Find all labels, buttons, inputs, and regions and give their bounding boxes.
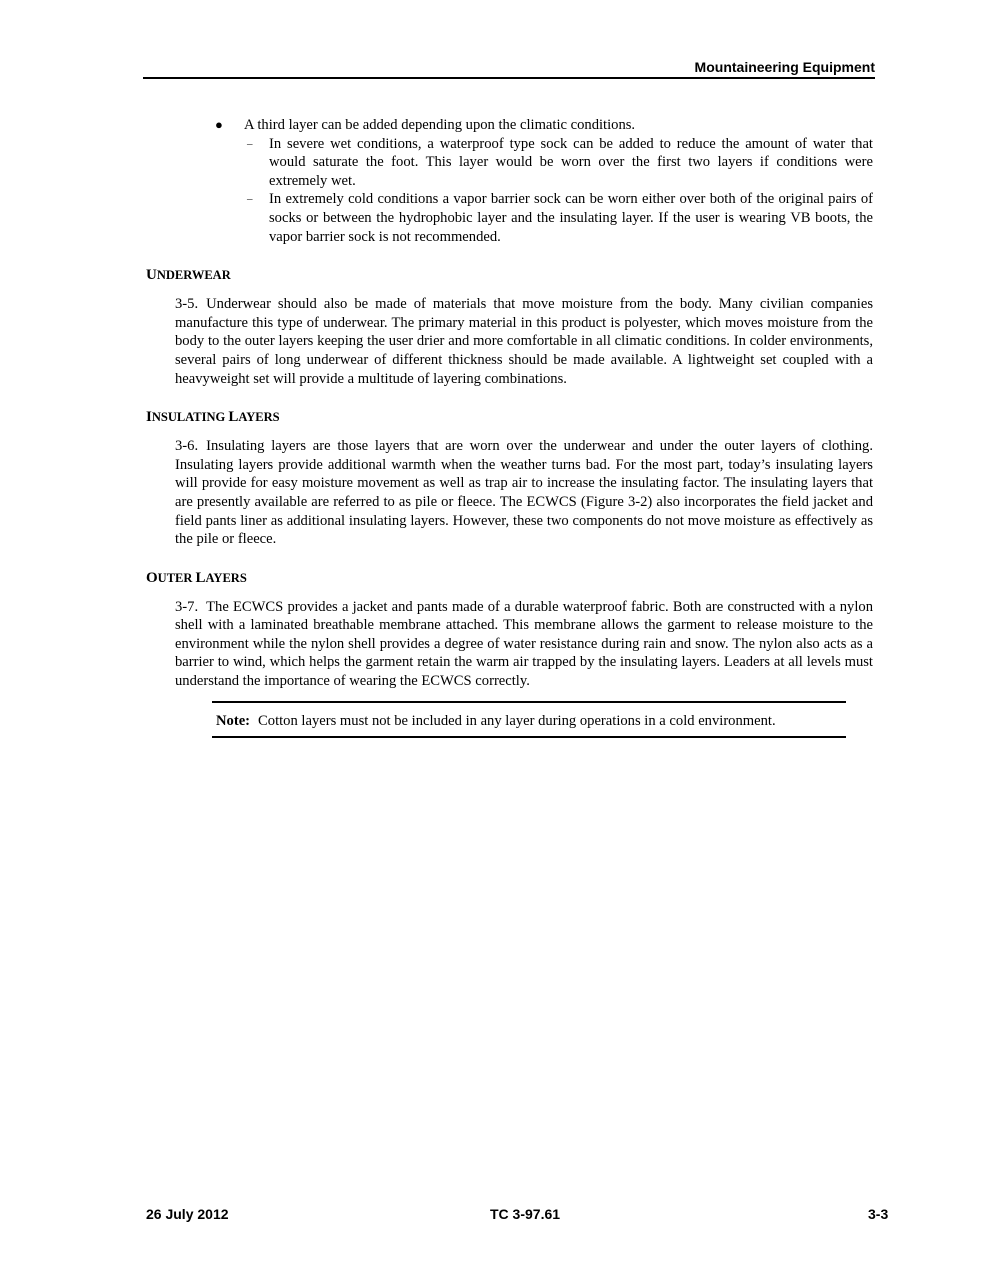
list-item bbox=[146, 116, 873, 246]
socks-bullet-list bbox=[146, 116, 873, 246]
header-title: Mountaineering Equipment bbox=[694, 59, 875, 75]
paragraph-text: Underwear should also be made of materials that move moisture from the body. Many civilian companies manufacture this type of underwear. The primary material in this product is polyester, which moves moisture from the body to the outer layers keeping the user drier and more comfortable in all climatic conditions. In colder environments, several pairs of long underwear of different thickness should be made available. A lightweight set coupled with a heavyweight set will provide a multitude of layering combinations. bbox=[175, 296, 873, 387]
paragraph-text: The ECWCS provides a jacket and pants made of a durable waterproof fabric. Both are constructed with a nylon shell with a laminated breathable membrane attached. This membrane allows the garment to release moisture to the environment while the nylon shell provides a degree of water resistance during rain and snow. The nylon also acts as a barrier to wind, which helps the garment retain the warm air trapped by the insulating layers. Leaders at all levels must understand the importance of wearing the ECWCS correctly. bbox=[175, 598, 873, 690]
footer-doc-number: TC 3-97.61 bbox=[490, 1206, 561, 1222]
heading-rest: UTER bbox=[157, 570, 196, 585]
page-body bbox=[146, 116, 873, 738]
bullet-text: A third layer can be added depending upon the climatic conditions. bbox=[244, 117, 636, 133]
list-item bbox=[244, 135, 873, 191]
section-heading-insulating-layers bbox=[146, 407, 873, 427]
paragraph-3-5 bbox=[175, 295, 873, 388]
paragraph-number: 3-6. bbox=[175, 438, 199, 455]
note-text: Cotton layers must not be included in any layer during operations in a cold environment. bbox=[258, 712, 776, 729]
heading-rest: NSULATING bbox=[151, 410, 229, 425]
footer-page-number: 3-3 bbox=[868, 1206, 889, 1222]
sub-item-text: In severe wet conditions, a waterproof type sock can be added to reduce the amount of water that would saturate the foot. This layer would be worn over the first two layers if conditions were extremely wet. bbox=[269, 135, 873, 189]
socks-sub-list bbox=[244, 135, 873, 247]
dash-icon: – bbox=[247, 137, 253, 150]
heading-rest: NDERWEAR bbox=[156, 268, 231, 283]
section-heading-outer-layers bbox=[146, 568, 873, 588]
paragraph-3-7 bbox=[175, 598, 873, 691]
note-box bbox=[212, 701, 846, 739]
dash-icon: – bbox=[247, 193, 253, 206]
list-item bbox=[244, 190, 873, 246]
heading-initial: O bbox=[146, 569, 158, 586]
paragraph-number: 3-5. bbox=[175, 296, 199, 313]
heading-initial: U bbox=[146, 267, 157, 284]
section-heading-underwear bbox=[146, 265, 873, 285]
heading-initial: L bbox=[228, 409, 239, 426]
paragraph-number: 3-7. bbox=[175, 598, 199, 615]
footer-date: 26 July 2012 bbox=[146, 1206, 229, 1222]
sub-item-text: In extremely cold conditions a vapor barrier sock can be worn either over both of the original pairs of socks or between the hydrophobic layer and the insulating layer. If the user is wearing VB boots, the vapor barrier sock is not recommended. bbox=[269, 191, 873, 245]
paragraph-3-6 bbox=[175, 437, 873, 549]
heading-rest: AYERS bbox=[238, 410, 280, 425]
heading-initial: I bbox=[146, 409, 152, 426]
paragraph-text: Insulating layers are those layers that are worn over the underwear and under the outer layers of clothing. Insulating layers provide additional warmth when the weather turns bad. For the most part, today’s insulating layers will provide for easy moisture movement as well as trap air to increase the insulating factor. The insulating layers that are presently available are referred to as pile or fleece. The ECWCS (Figure 3-2) also incorporates the field jacket and field pants liner as additional insulating layers. However, these two components do not move moisture as effectively as the pile or fleece. bbox=[175, 438, 873, 548]
heading-rest: AYERS bbox=[205, 570, 247, 585]
bullet-icon: ● bbox=[215, 117, 223, 132]
running-header bbox=[143, 59, 875, 79]
heading-initial: L bbox=[195, 569, 206, 586]
note-label: Note: bbox=[216, 712, 251, 729]
